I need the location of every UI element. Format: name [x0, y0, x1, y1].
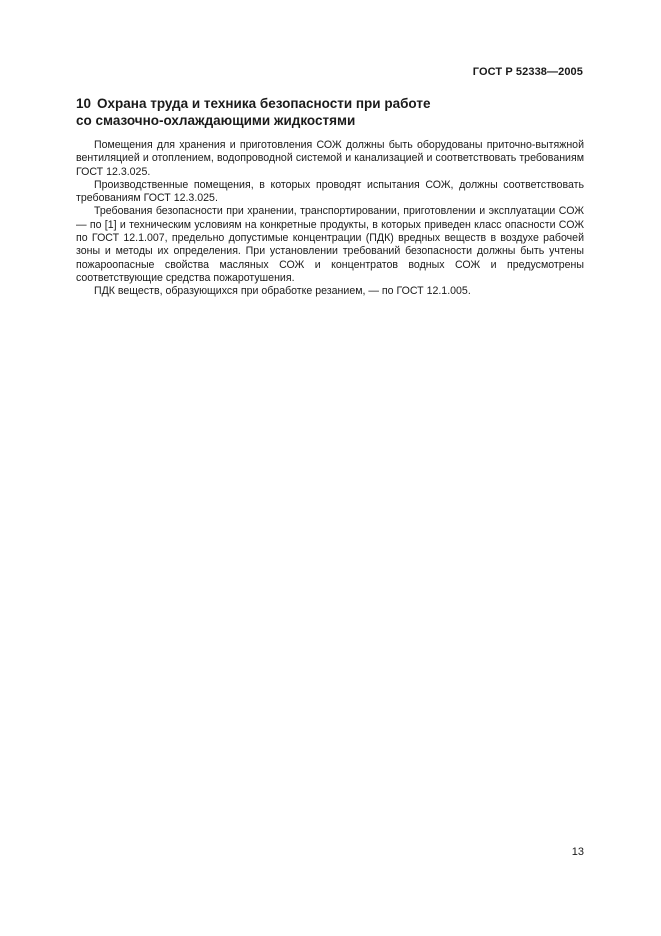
paragraph-testing-premises: Производственные помещения, в которых проводят испытания СОЖ, должны соответствовать требованиям ГОСТ 12.3.025. — [76, 178, 584, 205]
paragraph-premises-ventilation: Помещения для хранения и приготовления СОЖ должны быть оборудованы приточно-вытяжной вентиляцией и отоплением, водопроводной системой и канализацией и соответствовать требованиям ГОСТ 12.3.025. — [76, 139, 584, 178]
section-title-line2: со смазочно-охлаждающими жидкостями — [76, 113, 356, 128]
page-number: 13 — [571, 846, 584, 858]
document-code: ГОСТ Р 52338—2005 — [472, 66, 583, 78]
section-heading — [76, 95, 516, 129]
section-title-line1: Охрана труда и техника безопасности при работе — [97, 96, 431, 111]
paragraph-safety-requirements: Требования безопасности при хранении, транспортировании, приготовлении и эксплуатации СОЖ — по [1] и техническим условиям на конкретные продукты, в которых приведен класс опасности СОЖ по ГОСТ 12.1.007, предельно допустимые концентрации (ПДК) вредных веществ в воздухе рабочей зоны и методы их определения. При установлении требований безопасности должны быть учтены пожароопасные свойства масляных СОЖ и концентратов водных СОЖ и предусмотрены соответствующие средства пожаротушения. — [76, 205, 584, 284]
paragraph-mpc-substances: ПДК веществ, образующихся при обработке резанием, — по ГОСТ 12.1.005. — [94, 285, 471, 298]
section-heading-line1 — [76, 95, 516, 112]
section-number: 10 — [76, 96, 92, 111]
section-body — [76, 139, 584, 299]
